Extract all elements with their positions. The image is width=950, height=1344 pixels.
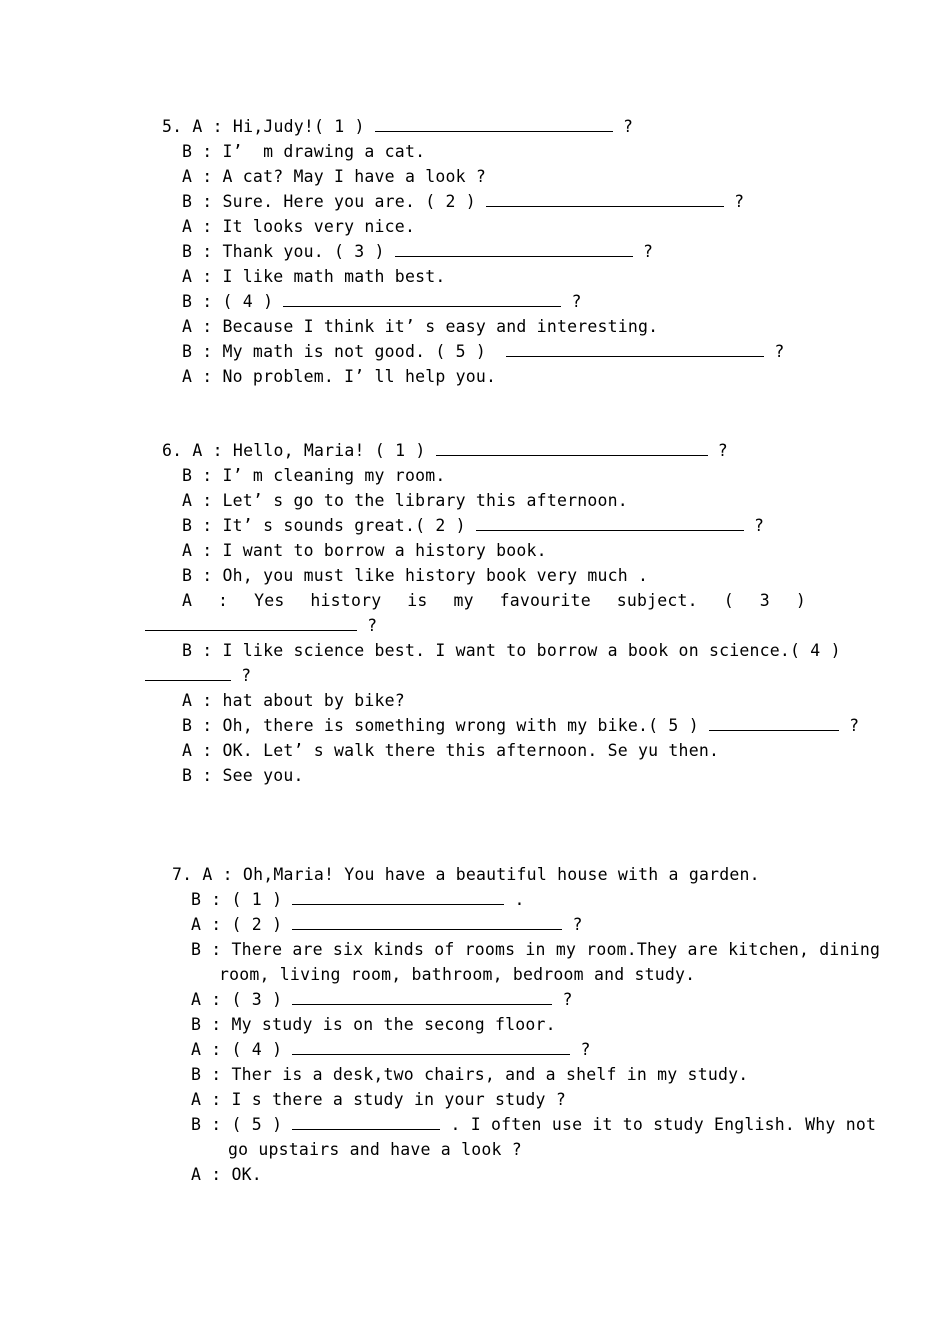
dialogue-line: A : Because I think it’ s easy and interesting. [182, 317, 659, 336]
answer-blank-5[interactable] [506, 340, 764, 357]
answer-blank-5[interactable] [292, 1113, 440, 1130]
dialogue-line: B : It’ s sounds great.( 2 ) ? [182, 516, 765, 535]
dialogue-line: A : I s there a study in your study ? [191, 1090, 566, 1109]
answer-blank-1[interactable] [436, 439, 708, 456]
dialogue-line: B : ( 5 ) . I often use it to study English. Why not [191, 1115, 877, 1134]
dialogue-line: B : My study is on the secong floor. [191, 1015, 556, 1034]
dialogue-line: A : I want to borrow a history book. [182, 541, 547, 560]
answer-blank-2[interactable] [292, 913, 562, 930]
dialogue-line: A : Let’ s go to the library this afternoon. [182, 491, 628, 510]
dialogue-line: room, living room, bathroom, bedroom and study. [219, 965, 696, 984]
dialogue-line: B : Oh, you must like history book very much . [182, 566, 649, 585]
answer-blank-4[interactable] [292, 1038, 570, 1055]
dialogue-line: 5. A : Hi,Judy!( 1 ) ? [162, 117, 634, 136]
dialogue-line: A : I like math math best. [182, 267, 446, 286]
dialogue-line: A : OK. Let’ s walk there this afternoon. Se yu then. [182, 741, 720, 760]
dialogue-line: B : I’ m drawing a cat. [182, 142, 426, 161]
dialogue-line: A : ( 2 ) ? [191, 915, 583, 934]
dialogue-line: B : I like science best. I want to borrow a book on science.( 4 ) [182, 641, 841, 660]
dialogue-line: A : hat about by bike? [182, 691, 405, 710]
dialogue-line: ? [145, 613, 377, 638]
answer-blank-4[interactable] [283, 290, 561, 307]
dialogue-line: ? [145, 663, 251, 688]
dialogue-line: B : There are six kinds of rooms in my room.They are kitchen, dining [191, 940, 881, 959]
dialogue-line: B : See you. [182, 766, 304, 785]
dialogue-line: go upstairs and have a look ? [228, 1140, 522, 1159]
dialogue-line: A : A cat? May I have a look ? [182, 167, 487, 186]
dialogue-line: A : ( 3 ) ? [191, 990, 573, 1009]
dialogue-line: B : Oh, there is something wrong with my bike.( 5 ) ? [182, 716, 860, 735]
dialogue-line: B : ( 4 ) ? [182, 292, 582, 311]
answer-blank-1[interactable] [375, 115, 613, 132]
dialogue-line: 7. A : Oh,Maria! You have a beautiful house with a garden. [172, 865, 760, 884]
dialogue-line: 6. A : Hello, Maria! ( 1 ) ? [162, 441, 728, 460]
dialogue-line: A : OK. [191, 1165, 262, 1184]
dialogue-line: A : No problem. I’ ll help you. [182, 367, 497, 386]
dialogue-line: A : ( 4 ) ? [191, 1040, 591, 1059]
dialogue-line-justified: A : Yes history is my favourite subject. ( 3 ) [182, 591, 806, 610]
dialogue-line: B : I’ m cleaning my room. [182, 466, 446, 485]
dialogue-line: B : Sure. Here you are. ( 2 ) ? [182, 192, 745, 211]
answer-blank-4[interactable] [145, 664, 231, 681]
answer-blank-3[interactable] [292, 988, 552, 1005]
dialogue-line: B : Ther is a desk,two chairs, and a shelf in my study. [191, 1065, 749, 1084]
answer-blank-3[interactable] [145, 614, 357, 631]
answer-blank-2[interactable] [476, 514, 744, 531]
answer-blank-5[interactable] [709, 714, 839, 731]
dialogue-line: A : It looks very nice. [182, 217, 416, 236]
dialogue-line: B : ( 1 ) . [191, 890, 525, 909]
dialogue-line: B : Thank you. ( 3 ) ? [182, 242, 654, 261]
answer-blank-3[interactable] [395, 240, 633, 257]
dialogue-line: B : My math is not good. ( 5 ) ? [182, 342, 785, 361]
answer-blank-1[interactable] [292, 888, 504, 905]
answer-blank-2[interactable] [486, 190, 724, 207]
